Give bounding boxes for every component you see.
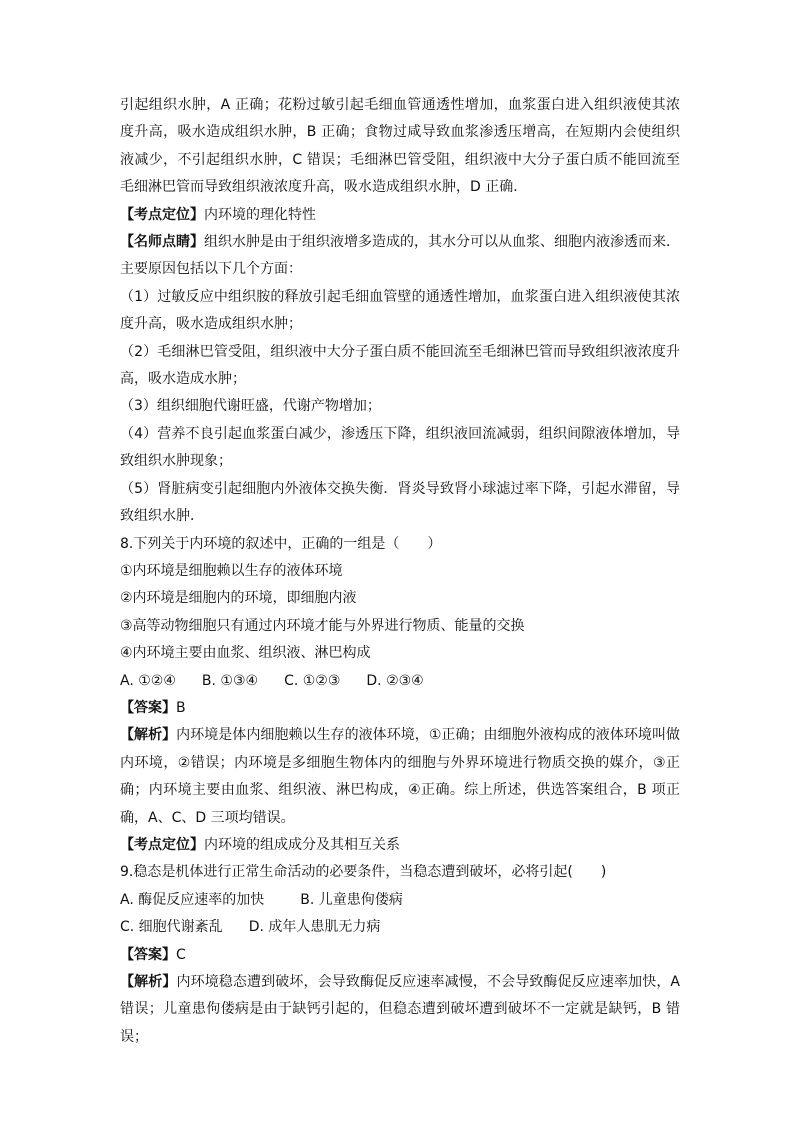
q9-options-row-2 xyxy=(120,914,680,941)
document-page xyxy=(120,92,680,1051)
tip-item-3: （3）组织细胞代谢旺盛，代谢产物增加； xyxy=(120,398,381,415)
q8-test-point xyxy=(120,832,680,859)
test-point-1 xyxy=(120,202,680,229)
q9-options-row-1 xyxy=(120,887,680,914)
q9-analysis xyxy=(120,969,680,1051)
q8-analysis xyxy=(120,722,680,832)
test-point-text: 内环境的组成成分及其相互关系 xyxy=(204,836,400,853)
test-point-text: 内环境的理化特性 xyxy=(204,206,316,223)
tip-item-1: （1）过敏反应中组织胺的释放引起毛细血管壁的通透性增加，血浆蛋白进入组织液使其浓度升高，吸水造成组织水肿； xyxy=(120,288,680,333)
q8-option-b: B. ①③④ xyxy=(201,672,259,689)
teacher-tip-label: 【名师点睛】 xyxy=(120,234,204,251)
tip-item-2: （2）毛细淋巴管受阻，组织液中大分子蛋白质不能回流至毛细淋巴管而导致组织液浓度升高，吸水造成水肿； xyxy=(120,343,680,388)
answer-label: 【答案】 xyxy=(120,699,176,716)
analysis-label: 【解析】 xyxy=(120,727,177,744)
analysis-text: 内环境稳态遭到破坏，会导致酶促反应速率减慢，不会导致酶促反应速率加快，A 错误；儿童患佝偻病是由于缺钙引起的，但稳态遭到破坏遭到破坏不一定就是缺钙，B 错误； xyxy=(120,974,681,1045)
analysis-text: 内环境是体内细胞赖以生存的液体环境，①正确；由细胞外液构成的液体环境叫做内环境，②错误；内环境是多细胞生物体内的细胞与外界环境进行物质交换的媒介，③正确；内环境主要由血浆、组织液、淋巴构成，④正确。综上所述，供选答案组合，B 项正确，A、C、D 三项均错误。 xyxy=(120,727,680,826)
q8-option-d: D. ②③④ xyxy=(366,672,424,689)
teacher-tip xyxy=(120,229,680,284)
tip-item-5: （5）肾脏病变引起细胞内外液体交换失衡．肾炎导致肾小球滤过率下降，引起水滞留，导致组织水肿． xyxy=(120,480,680,525)
q8-statement-2: ②内环境是细胞内的环境，即细胞内液 xyxy=(120,590,357,607)
q8-statement-4: ④内环境主要由血浆、组织液、淋巴构成 xyxy=(120,645,371,662)
teacher-tip-text: 组织水肿是由于组织液增多造成的，其水分可以从血浆、细胞内液渗透而来．主要原因包括以下几个方面： xyxy=(120,234,680,278)
q9-option-c: C. 细胞代谢紊乱 xyxy=(120,919,223,936)
q9-answer xyxy=(120,942,680,969)
q9-option-b: B. 儿童患佝偻病 xyxy=(300,891,403,908)
answer-value: C xyxy=(176,946,186,963)
q8-statement-1: ①内环境是细胞赖以生存的液体环境 xyxy=(120,562,343,579)
q8-option-c: C. ①②③ xyxy=(284,672,341,689)
q8-option-a: A. ①②④ xyxy=(120,672,176,689)
q8-options xyxy=(120,668,680,695)
tip-item-4: （4）营养不良引起血浆蛋白减少，渗透压下降，组织液回流减弱，组织间隙液体增加，导致组织水肿现象； xyxy=(120,425,680,470)
question-9-stem: 9.稳态是机体进行正常生命活动的必要条件，当稳态遭到破坏，必将引起( ) xyxy=(120,864,607,881)
q9-option-a: A. 酶促反应速率的加快 xyxy=(120,891,265,908)
answer-label: 【答案】 xyxy=(120,946,176,963)
question-8-stem: 8.下列关于内环境的叙述中，正确的一组是（ ） xyxy=(120,535,442,552)
test-point-label: 【考点定位】 xyxy=(120,206,204,223)
q8-answer xyxy=(120,695,680,722)
analysis-label: 【解析】 xyxy=(120,974,177,990)
test-point-label: 【考点定位】 xyxy=(120,836,204,853)
answer-value: B xyxy=(176,699,186,716)
q9-option-d: D. 成年人患肌无力病 xyxy=(248,919,381,936)
q8-statement-3: ③高等动物细胞只有通过内环境才能与外界进行物质、能量的交换 xyxy=(120,617,525,634)
explanation-continued: 引起组织水肿，A 正确；花粉过敏引起毛细血管通透性增加，血浆蛋白进入组织液使其浓度升高，吸水造成组织水肿，B 正确；食物过咸导致血浆渗透压增高，在短期内会使组织液减少，不引起组织水肿，C 错误；毛细淋巴管受阻，组织液中大分子蛋白质不能回流至毛细淋巴管而导致组织液浓度升高，吸水造成组织水肿，D 正确． xyxy=(120,97,680,196)
